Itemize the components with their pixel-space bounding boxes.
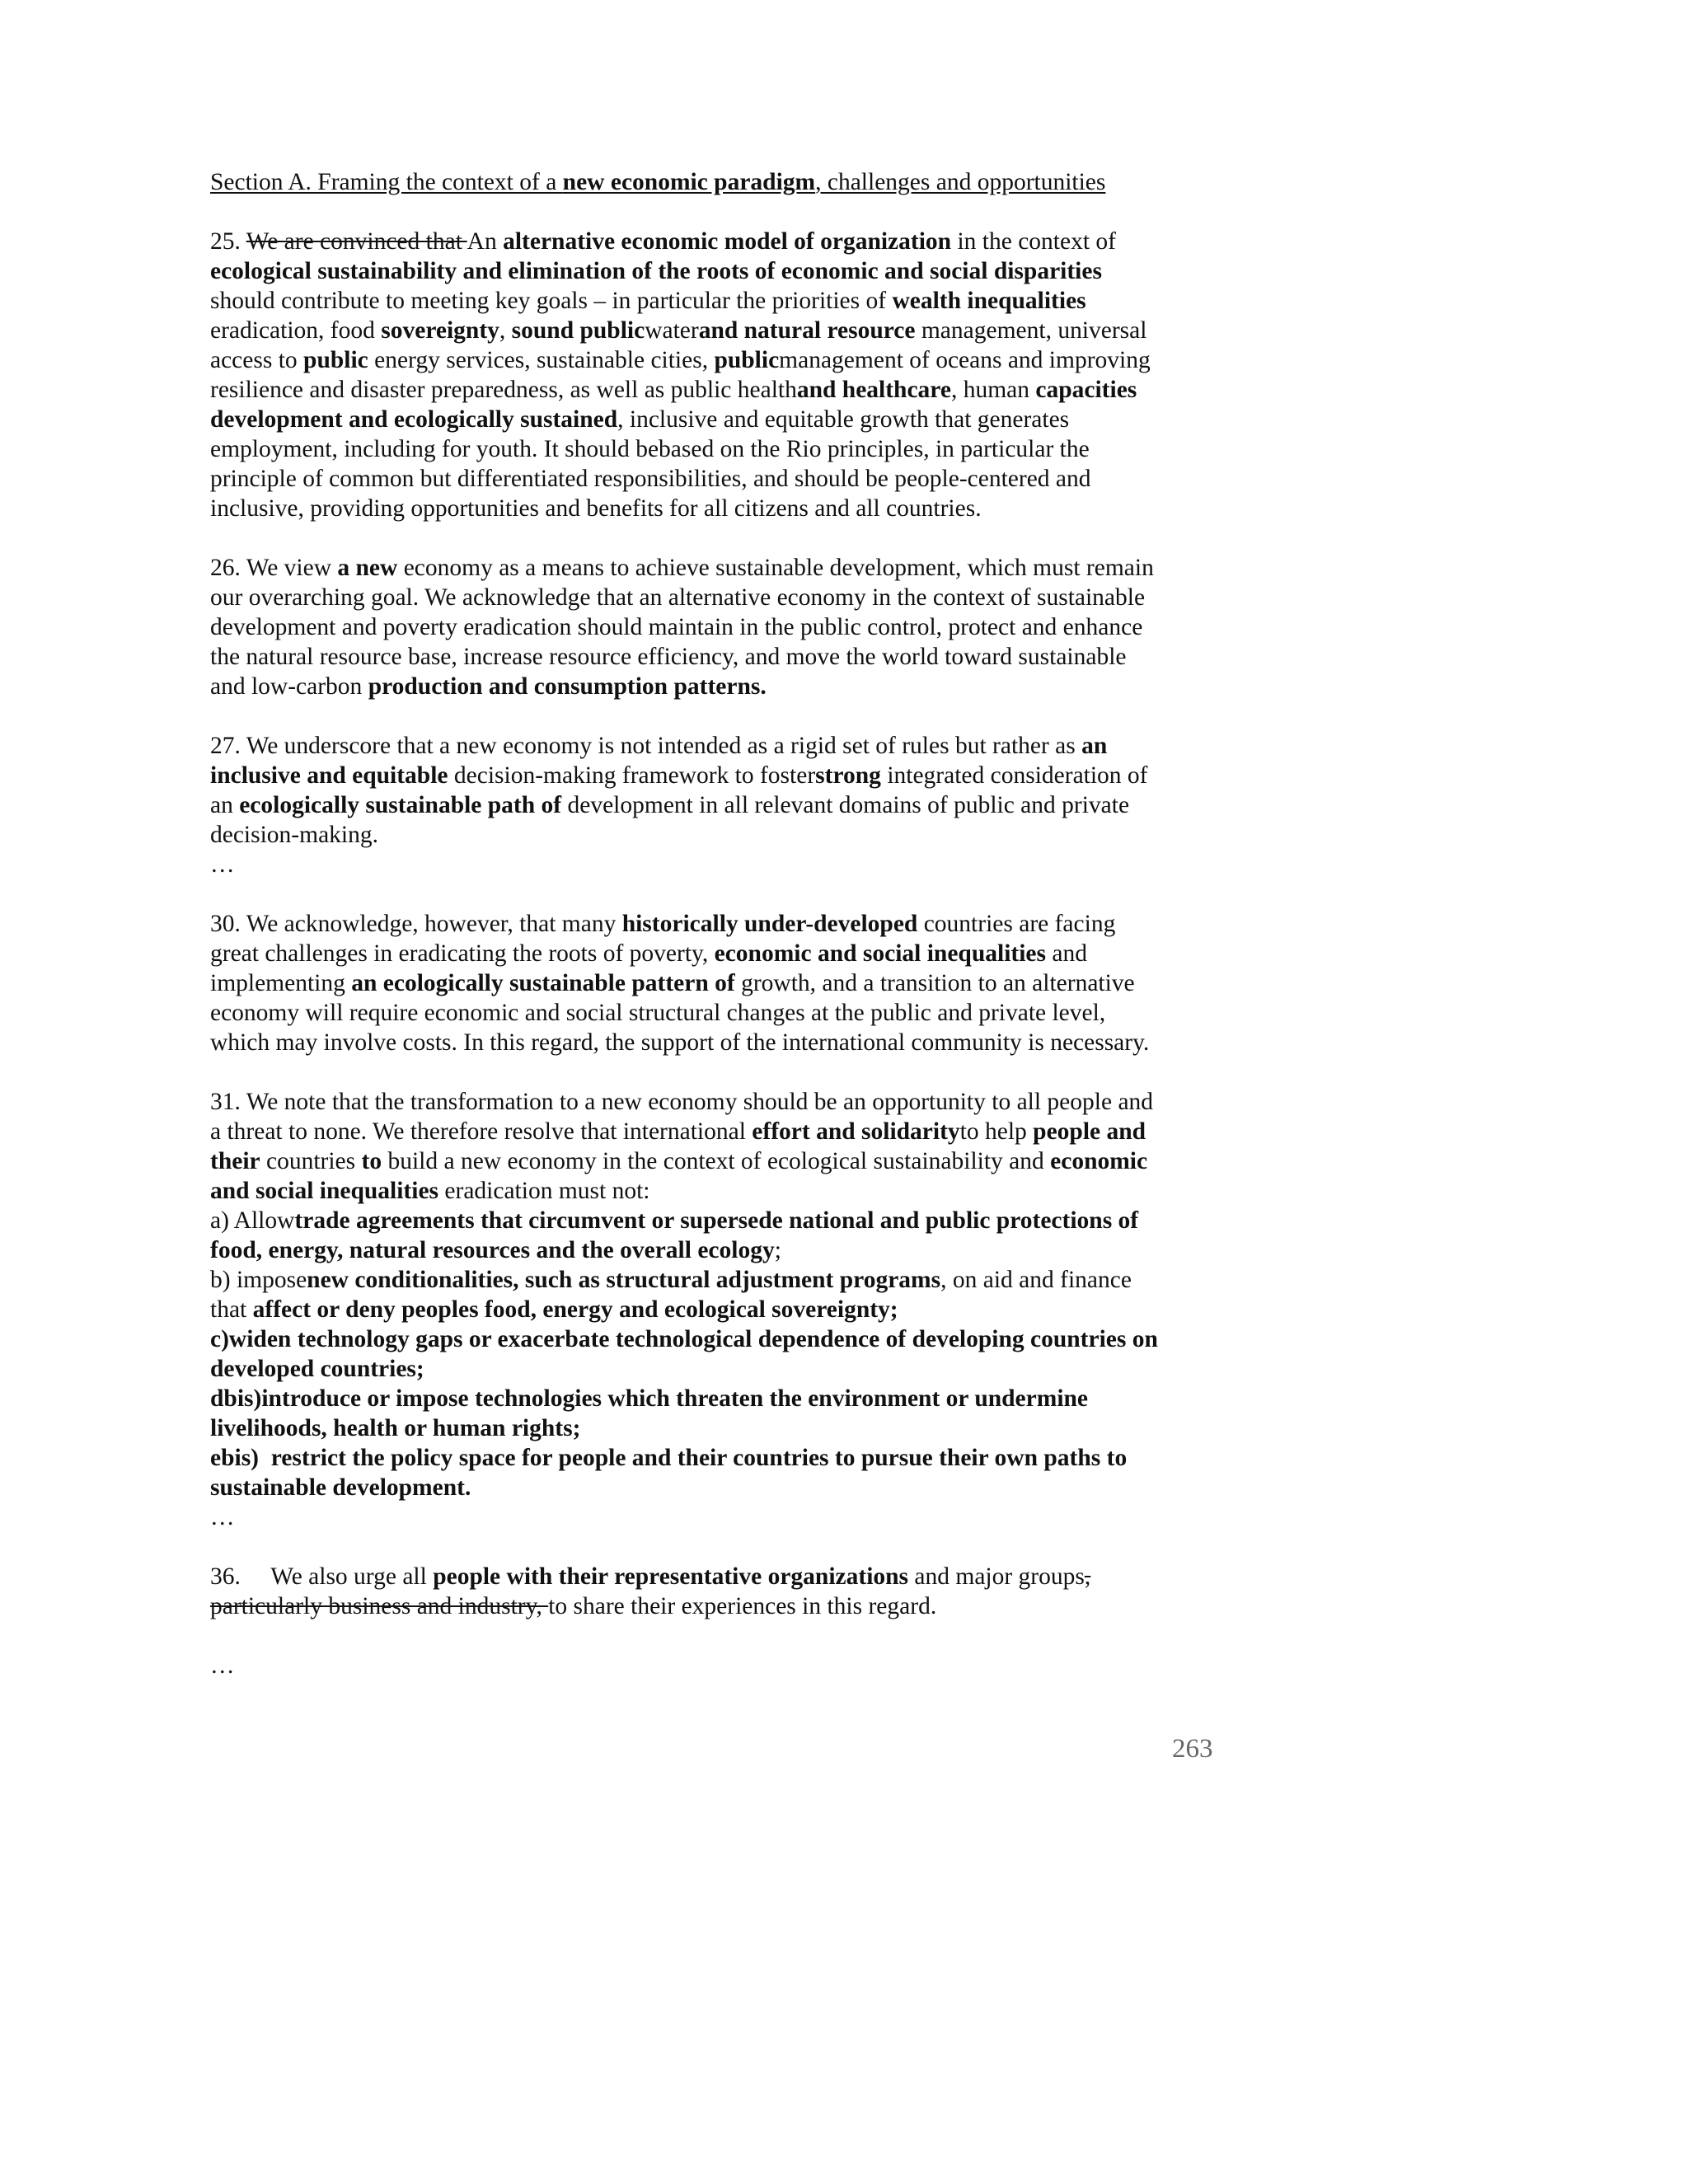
text-run: in the context of — [951, 228, 1116, 255]
text-run: water — [645, 317, 699, 344]
text-run: countries — [260, 1148, 362, 1174]
text-run: , inclusive and equitable growth that generates — [617, 406, 1070, 433]
text-run: economy as a means to achieve sustainable development, which must remain — [397, 555, 1154, 581]
bold-text: to — [361, 1148, 382, 1174]
text-run: An — [467, 228, 504, 255]
text-run: access to — [210, 347, 304, 373]
text-run: that — [210, 1296, 253, 1323]
bold-text: development and ecologically sustained — [210, 406, 618, 433]
bold-text: a new — [337, 555, 398, 581]
text-run: economy will require economic and social structural changes at the public and private level, — [210, 1000, 1106, 1026]
bold-text: effort and solidarity — [752, 1118, 960, 1145]
text-run: , challenges and opportunities — [815, 169, 1106, 195]
section-heading — [210, 167, 1249, 197]
text-line — [210, 1146, 1249, 1176]
bold-text: inclusive and equitable — [210, 762, 448, 789]
text-run: 27. We underscore that a new economy is not intended as a rigid set of rules but rather as — [210, 733, 1082, 759]
bold-text: sovereignty — [381, 317, 499, 344]
text-run: development and poverty eradication should maintain in the public control, protect and enhance — [210, 614, 1143, 640]
bold-text: and healthcare — [796, 377, 951, 403]
bold-text: sustainable development. — [210, 1474, 471, 1501]
bold-text: an ecologically sustainable pattern of — [351, 970, 735, 996]
struck-text: , — [1084, 1563, 1091, 1590]
bold-text: new conditionalities, such as structural adjustment programs — [307, 1267, 941, 1293]
text-run: an — [210, 792, 240, 818]
bold-text: c)widen technology gaps or exacerbate technological dependence of developing countries on — [210, 1326, 1158, 1352]
bold-text: production and consumption patterns. — [368, 673, 767, 700]
paragraph-25 — [210, 227, 1249, 523]
bold-text: trade agreements that circumvent or supersede national and public protections of — [294, 1207, 1139, 1234]
text-run: which may involve costs. In this regard, the support of the international community is necessary. — [210, 1029, 1150, 1056]
text-run: 36. We also urge all — [210, 1563, 434, 1590]
text-run: b) impose — [210, 1267, 307, 1293]
text-line — [210, 316, 1249, 345]
text-line — [210, 583, 1249, 612]
bold-text: affect or deny peoples food, energy and ecological sovereignty; — [252, 1296, 898, 1323]
bold-text: capacities — [1035, 377, 1137, 403]
text-line — [210, 1176, 1249, 1206]
text-run: , — [499, 317, 512, 344]
text-run: and major groups — [908, 1563, 1085, 1590]
text-run: 25. — [210, 228, 246, 255]
text-run: eradication must not: — [438, 1178, 650, 1204]
text-line — [210, 494, 1249, 523]
text-line — [210, 939, 1249, 968]
text-line — [210, 464, 1249, 494]
text-run: employment, including for youth. It should bebased on the Rio principles, in particular the — [210, 436, 1090, 462]
bold-text: an — [1081, 733, 1108, 759]
bold-text: public — [303, 347, 368, 373]
text-line — [210, 1028, 1249, 1057]
paragraph-list — [210, 227, 1249, 1621]
text-run: should contribute to meeting key goals – in particular the priorities of — [210, 288, 893, 314]
text-line — [210, 1265, 1249, 1295]
bold-text: and natural resource — [698, 317, 916, 344]
text-run: 26. We view — [210, 555, 338, 581]
bold-text: strong — [815, 762, 881, 789]
text-line — [210, 1235, 1249, 1265]
text-line — [210, 1295, 1249, 1324]
ellipsis: … — [210, 1504, 235, 1530]
text-run: great challenges in eradicating the roots of poverty, — [210, 940, 715, 967]
text-line — [210, 405, 1249, 434]
bold-text: their — [210, 1148, 260, 1174]
bold-text: people and — [1033, 1118, 1146, 1145]
text-run: eradication, food — [210, 317, 382, 344]
text-run: management of oceans and improving — [779, 347, 1151, 373]
text-line — [210, 1473, 1249, 1502]
text-line — [210, 345, 1249, 375]
text-run: to help — [959, 1118, 1034, 1145]
final-ellipsis: … — [210, 1652, 235, 1679]
text-run: integrated consideration of — [880, 762, 1148, 789]
text-run: decision-making. — [210, 822, 378, 848]
text-run: build a new economy in the context of ecological sustainability and — [382, 1148, 1051, 1174]
text-line — [210, 227, 1249, 256]
text-line — [210, 820, 1249, 850]
paragraph-36 — [210, 1562, 1249, 1621]
bold-text: dbis)introduce or impose technologies which threaten the environment or undermine — [210, 1385, 1089, 1412]
text-run: resilience and disaster preparedness, as well as public health — [210, 377, 797, 403]
text-run: countries are facing — [917, 911, 1116, 937]
ellipsis: … — [210, 851, 235, 878]
text-line — [210, 998, 1249, 1028]
paragraph-27 — [210, 731, 1249, 879]
text-run: and — [1045, 940, 1087, 967]
text-line — [210, 553, 1249, 583]
text-line — [210, 612, 1249, 642]
text-run: , on aid and finance — [940, 1267, 1132, 1293]
text-line — [210, 1413, 1249, 1443]
paragraph-31 — [210, 1087, 1249, 1532]
text-line — [210, 1591, 1249, 1621]
text-line — [210, 1354, 1249, 1384]
text-line — [210, 909, 1249, 939]
text-line — [210, 434, 1249, 464]
text-run: energy services, sustainable cities, — [368, 347, 715, 373]
document-body — [210, 167, 1249, 1710]
text-line — [210, 672, 1249, 701]
text-run: ; — [774, 1237, 781, 1263]
bold-text: economic and social inequalities — [714, 940, 1046, 967]
text-run: 30. We acknowledge, however, that many — [210, 911, 622, 937]
text-run: , human — [950, 377, 1036, 403]
bold-text: ecologically sustainable path of — [239, 792, 562, 818]
text-line — [210, 1384, 1249, 1413]
bold-text: and social inequalities — [210, 1178, 439, 1204]
text-run: Section A. Framing the context of a — [210, 169, 563, 195]
text-run: the natural resource base, increase resource efficiency, and move the world toward sustainable — [210, 644, 1127, 670]
text-line — [210, 1087, 1249, 1117]
text-line — [210, 642, 1249, 672]
bold-text: people with their representative organizations — [433, 1563, 909, 1590]
text-run: inclusive, providing opportunities and benefits for all citizens and all countries. — [210, 495, 982, 522]
text-run: a threat to none. We therefore resolve that international — [210, 1118, 753, 1145]
bold-text: economic — [1050, 1148, 1148, 1174]
text-line — [210, 731, 1249, 761]
text-run: 31. We note that the transformation to a new economy should be an opportunity to all people and — [210, 1089, 1154, 1115]
text-run: and low-carbon — [210, 673, 368, 700]
text-run: development in all relevant domains of public and private — [561, 792, 1130, 818]
text-line — [210, 968, 1249, 998]
bold-text: public — [714, 347, 780, 373]
text-run: growth, and a transition to an alternative — [734, 970, 1135, 996]
paragraph-30 — [210, 909, 1249, 1057]
text-line — [210, 1562, 1249, 1591]
bold-text: food, energy, natural resources and the overall ecology — [210, 1237, 775, 1263]
text-run: principle of common but differentiated responsibilities, and should be people-centered and — [210, 466, 1091, 492]
bold-text: developed countries; — [210, 1356, 424, 1382]
bold-text: new economic paradigm — [562, 169, 816, 195]
text-run: management, universal — [915, 317, 1147, 344]
paragraph-26 — [210, 553, 1249, 701]
bold-text: wealth inequalities — [892, 288, 1086, 314]
text-line — [210, 1206, 1249, 1235]
text-line — [210, 286, 1249, 316]
text-run: our overarching goal. We acknowledge that an alternative economy in the context of sustainable — [210, 584, 1146, 611]
bold-text: ebis) restrict the policy space for people and their countries to pursue their own paths to — [210, 1445, 1128, 1471]
text-run: a) Allow — [210, 1207, 295, 1234]
text-line — [210, 1443, 1249, 1473]
bold-text: livelihoods, health or human rights; — [210, 1415, 581, 1441]
bold-text: alternative economic model of organization — [503, 228, 952, 255]
bold-text: historically under-developed — [621, 911, 918, 937]
text-line — [210, 1117, 1249, 1146]
text-run: decision-making framework to foster — [448, 762, 816, 789]
text-line — [210, 375, 1249, 405]
text-run: to share their experiences in this regard. — [548, 1593, 937, 1619]
page-number: 263 — [1172, 1734, 1213, 1764]
struck-text: We are convinced that — [246, 228, 467, 255]
text-run: implementing — [210, 970, 352, 996]
struck-text: particularly business and industry, — [210, 1593, 549, 1619]
text-line — [210, 1324, 1249, 1354]
text-line — [210, 761, 1249, 790]
bold-text: sound public — [511, 317, 645, 344]
bold-text: ecological sustainability and elimination of the roots of economic and social disparities — [210, 258, 1102, 284]
text-line — [210, 256, 1249, 286]
text-line — [210, 790, 1249, 820]
